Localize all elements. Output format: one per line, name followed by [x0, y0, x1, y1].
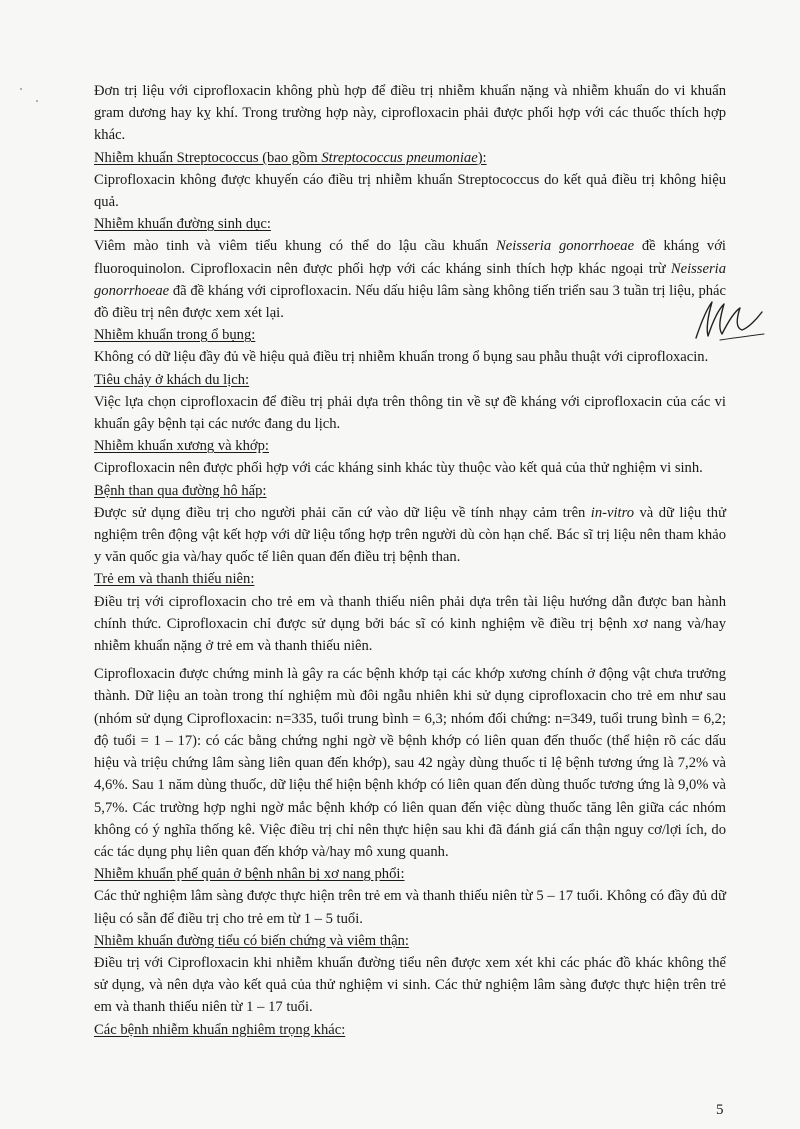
heading-streptococcus: Nhiễm khuẩn Streptococcus (bao gồm Streptococcus pneumoniae):: [94, 149, 487, 166]
heading-other-severe-infections: Các bệnh nhiễm khuẩn nghiêm trọng khác:: [94, 1021, 346, 1038]
paragraph-bone-joint: Ciprofloxacin nên được phối hợp với các kháng sinh khác tùy thuộc vào kết quả của thử nghiệm vi sinh.: [94, 460, 703, 477]
document-body: [94, 80, 726, 1041]
paragraph-genital-infection: Viêm mào tinh và viêm tiểu khung có thể do lậu cầu khuẩn Neisseria gonorrhoeae đề kháng với fluoroquinolon. Ciprofloxacin nên được phối hợp với các kháng sinh thích hợp khác ngoại trừ Neisseria gonorrhoeae đã đề kháng với ciprofloxacin. Nếu dấu hiệu lâm sàng không tiến triển sau 3 tuần trị liệu, phác đồ điều trị nên được xem xét lại.: [94, 238, 726, 322]
heading-children-adolescents: Trẻ em và thanh thiếu niên:: [94, 571, 255, 588]
handwritten-initials-signature: [690, 296, 770, 346]
paragraph-intra-abdominal: Không có dữ liệu đầy đủ về hiệu quả điều trị nhiễm khuẩn trong ổ bụng sau phẫu thuật với ciprofloxacin.: [94, 349, 709, 366]
heading-inhalation-anthrax: Bệnh than qua đường hô hấp:: [94, 482, 267, 499]
heading-bone-joint: Nhiễm khuẩn xương và khớp:: [94, 438, 269, 455]
paragraph-travellers-diarrhea: Việc lựa chọn ciprofloxacin để điều trị phải dựa trên thông tin về sự đề kháng với ciprofloxacin của các vi khuẩn gây bệnh tại các nước đang du lịch.: [94, 393, 726, 433]
paragraph-complicated-uti: Điều trị với Ciprofloxacin khi nhiễm khuẩn đường tiểu nên được xem xét khi các phác đồ khác không thể sử dụng, và nên dựa vào kết quả của thử nghiệm vi sinh. Các thử nghiệm lâm sàng được thực hiện trên trẻ em và thanh thiếu niên từ 1 – 17 tuổi.: [94, 954, 726, 1016]
paragraph-cystic-fibrosis: Các thử nghiệm lâm sàng được thực hiện trên trẻ em và thanh thiếu niên từ 5 – 17 tuổi. Không có đầy đủ dữ liệu có sẵn để điều trị cho trẻ em từ 1 – 5 tuổi.: [94, 888, 726, 927]
heading-complicated-uti: Nhiễm khuẩn đường tiểu có biến chứng và viêm thận:: [94, 932, 409, 949]
heading-intra-abdominal: Nhiễm khuẩn trong ổ bụng:: [94, 327, 256, 344]
paragraph-monotherapy: Đơn trị liệu với ciprofloxacin không phù hợp để điều trị nhiễm khuẩn nặng và nhiễm khuẩn do vi khuẩn gram dương hay kỵ khí. Trong trường hợp này, ciprofloxacin phải được phối hợp với các thuốc thích hợp khác.: [94, 83, 726, 144]
scan-speck: [20, 88, 22, 90]
scan-speck: [36, 100, 38, 102]
heading-cystic-fibrosis: Nhiễm khuẩn phế quản ở bệnh nhân bị xơ nang phổi:: [94, 866, 405, 883]
paragraph-streptococcus: Ciprofloxacin không được khuyến cáo điều trị nhiễm khuẩn Streptococcus do kết quả điều trị không hiệu quả.: [94, 171, 726, 211]
heading-genital-infection: Nhiễm khuẩn đường sinh dục:: [94, 216, 271, 233]
heading-travellers-diarrhea: Tiêu chảy ở khách du lịch:: [94, 371, 250, 388]
paragraph-inhalation-anthrax: Được sử dụng điều trị cho người phải căn cứ vào dữ liệu về tính nhạy cảm trên in-vitro và dữ liệu thử nghiệm trên động vật kết hợp với dữ liệu tổng hợp trên người dù còn hạn chế. Bác sĩ trị liệu nên tham khảo y văn quốc gia và/hay quốc tế liên quan đến điều trị bệnh than.: [94, 504, 726, 566]
paragraph-arthropathy-data: Ciprofloxacin được chứng minh là gây ra các bệnh khớp tại các khớp xương chính ở động vật chưa trưởng thành. Dữ liệu an toàn trong thí nghiệm mù đôi ngẫu nhiên khi sử dụng ciprofloxacin cho trẻ em như sau (nhóm sử dụng Ciprofloxacin: n=335, tuổi trung bình = 6,3; nhóm đối chứng: n=349, tuổi trung bình = 6,2; độ tuổi = 1 – 17): có các bằng chứng nghi ngờ về bệnh khớp có liên quan đến thuốc (thể hiện rõ các dấu hiệu và triệu chứng lâm sàng liên quan đến khớp), sau 42 ngày dùng thuốc tỉ lệ bệnh tương ứng là 7,2% và 4,6%. Sau 1 năm dùng thuốc, dữ liệu thể hiện bệnh khớp có liên quan đến dùng thuốc tương ứng là 9,0% và 5,7%. Các trường hợp nghi ngờ mắc bệnh khớp có liên quan đến việc dùng thuốc tăng lên giữa các nhóm không có ý nghĩa thống kê. Việc điều trị chỉ nên thực hiện sau khi đã đánh giá cẩn thận nguy cơ/lợi ích, do các tác dụng phụ liên quan đến khớp và/hay mô xung quanh.: [94, 666, 726, 860]
page-number: 5: [716, 1102, 724, 1118]
paragraph-children-guidance: Điều trị với ciprofloxacin cho trẻ em và thanh thiếu niên phải dựa trên tài liệu hướng dẫn được ban hành chính thức. Ciprofloxacin chỉ được sử dụng bởi bác sĩ có kinh nghiệm về điều trị bệnh xơ nang và/hay nhiễm khuẩn nặng ở trẻ em và thanh thiếu niên.: [94, 593, 726, 655]
